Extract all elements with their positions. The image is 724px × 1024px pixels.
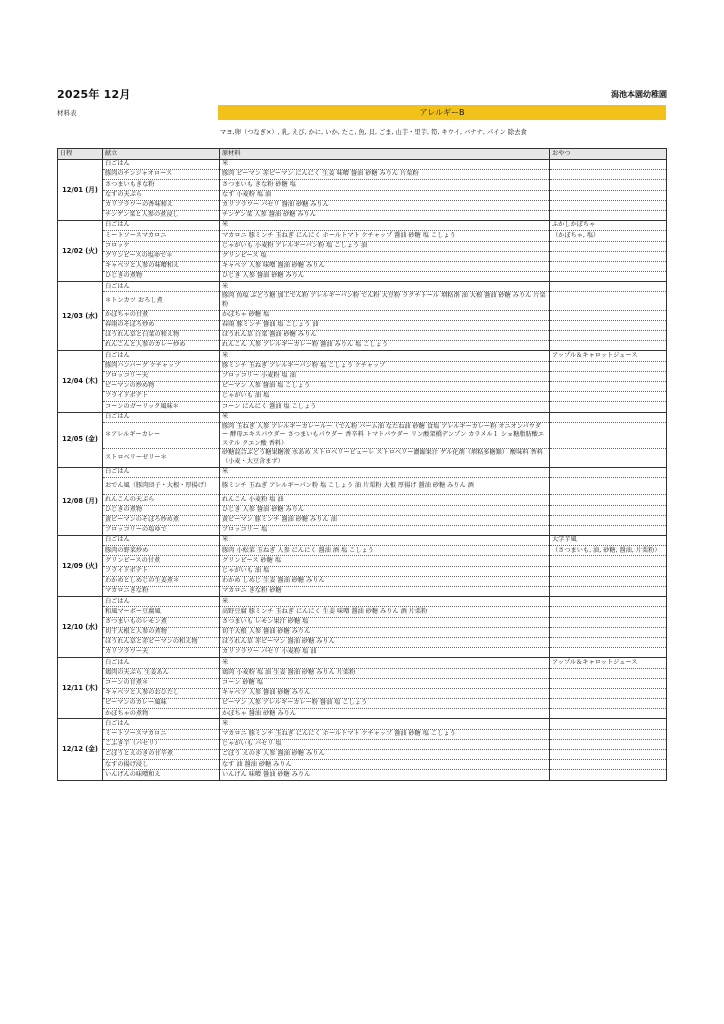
table-row (58, 320, 667, 330)
table-row (58, 251, 667, 261)
allergy-description: マヨ,卵（つなぎ×）, 乳, えび, かに, いか, たこ, 魚, 貝, ごま, 山芋・里芋, 筍, キウイ, バナナ, パイン 除去食 (220, 129, 527, 136)
snack-cell: ふかしかぼちゃ (550, 221, 667, 231)
menu-item: ピーマンのカレー風味 (103, 699, 220, 709)
ingredients: コーン 砂糖 塩 (220, 678, 550, 688)
menu-item: ほうれん草と白菜の和え物 (103, 331, 220, 341)
ingredients: ピーマン 人参 醤油 塩 こしょう (220, 381, 550, 391)
snack-cell: （かぼちゃ, 塩） (550, 231, 667, 241)
table-row (58, 412, 667, 422)
menu-item: ブロッコリー天 (103, 371, 220, 381)
table-row (58, 627, 667, 637)
snack-cell (550, 637, 667, 647)
ingredients: 米 (220, 536, 550, 546)
ingredients: グリンピース 砂糖 塩 (220, 556, 550, 566)
menu-item: 白ごはん (103, 160, 220, 170)
snack-cell (550, 412, 667, 422)
day-date: 12/12 (金) (58, 719, 103, 780)
ingredients: 米 (220, 351, 550, 361)
table-row (58, 449, 667, 467)
snack-cell (550, 515, 667, 525)
ingredients: 豚肉 ピーマン 赤ピーマン にんにく 生姜 味噌 醤油 砂糖 みりん 片栗粉 (220, 170, 550, 180)
page-title: 2025年 12月 (57, 88, 131, 101)
ingredients: 米 (220, 221, 550, 231)
menu-item: なすの揚げ浸し (103, 760, 220, 770)
ingredients: グリンピース 塩 (220, 251, 550, 261)
menu-item: 豚肉の野菜炒め (103, 546, 220, 556)
ingredients: カリフラワー パセリ 小麦粉 塩 油 (220, 648, 550, 658)
menu-item: なすの天ぷら (103, 190, 220, 200)
menu-item: 白ごはん (103, 412, 220, 422)
table-row (58, 402, 667, 412)
menu-item: 豚肉ハンバーグ ケチャップ (103, 361, 220, 371)
table-row (58, 361, 667, 371)
ingredients: 米 (220, 597, 550, 607)
table-row (58, 760, 667, 770)
ingredients: マカロニ 豚ミンチ 玉ねぎ にんにく ホールトマト ケチャップ 醤油 砂糖 塩 こしょう (220, 729, 550, 739)
table-row (58, 607, 667, 617)
table-row (58, 699, 667, 709)
table-row (58, 231, 667, 241)
snack-cell (550, 402, 667, 412)
menu-item: ストロベリーゼリー＊ (103, 449, 220, 467)
ingredients: 砂糖混合ぶどう糖果糖液 水あめ ストロベリーピューレ ストロベリー濃縮果汁 ゲル化剤（増粘多糖類） 酸味料 香料（小麦・大豆含まず） (220, 449, 550, 467)
ingredients: さつまいも レモン果汁 砂糖 塩 (220, 617, 550, 627)
table-row (58, 310, 667, 320)
menu-item: いんげんの味噌和え (103, 770, 220, 780)
snack-cell (550, 525, 667, 535)
menu-item: ブロッコリーの塩ゆで (103, 525, 220, 535)
day-date: 12/01 (月) (58, 160, 103, 221)
ingredients: じゃがいも パセリ 塩 (220, 739, 550, 749)
ingredients: ほうれん草 白菜 醤油 砂糖 みりん (220, 331, 550, 341)
menu-item: 白ごはん (103, 719, 220, 729)
menu-item: れんこんと人参のカレー炒め (103, 341, 220, 351)
snack-cell (550, 576, 667, 586)
table-row (58, 381, 667, 391)
menu-item: 豚肉のチンジャオロース (103, 170, 220, 180)
snack-cell (550, 282, 667, 292)
snack-cell: アップル＆キャロットジュース (550, 658, 667, 668)
snack-cell (550, 739, 667, 749)
menu-item: 黄ピーマンのそぼろ炒め煮 (103, 515, 220, 525)
table-row (58, 536, 667, 546)
ingredients: キャベツ 人参 味噌 醤油 砂糖 みりん (220, 261, 550, 271)
menu-item: カリフラワーの香味和え (103, 200, 220, 210)
table-row (58, 648, 667, 658)
table-row (58, 668, 667, 678)
menu-item: ひじきの煮物 (103, 505, 220, 515)
table-row (58, 210, 667, 220)
ingredients: キャベツ 人参 醤油 砂糖 みりん (220, 688, 550, 698)
table-row (58, 515, 667, 525)
day-date: 12/10 (水) (58, 597, 103, 658)
table-row (58, 341, 667, 351)
snack-cell (550, 699, 667, 709)
ingredients: さつまいも きな粉 砂糖 塩 (220, 180, 550, 190)
table-row (58, 709, 667, 719)
table-row (58, 729, 667, 739)
menu-item: 白ごはん (103, 351, 220, 361)
menu-item: 切干大根と人参の煮物 (103, 627, 220, 637)
snack-cell (550, 627, 667, 637)
snack-cell (550, 617, 667, 627)
table-row (58, 556, 667, 566)
menu-item: 白ごはん (103, 282, 220, 292)
menu-item: こふき芋（パセリ） (103, 739, 220, 749)
menu-item: わかめとしめじの生姜煮＊ (103, 576, 220, 586)
menu-item: マカロニきな粉 (103, 587, 220, 597)
snack-cell (550, 361, 667, 371)
snack-cell (550, 251, 667, 261)
snack-cell (550, 261, 667, 271)
school-name: 潟池本園幼稚園 (611, 90, 667, 99)
ingredients: 鶏肉 小麦粉 塩 油 生姜 醤油 砂糖 みりん 片栗粉 (220, 668, 550, 678)
table-row (58, 200, 667, 210)
menu-item: おでん風（豚肉団子・大根・厚揚げ） (103, 477, 220, 495)
ingredients: 米 (220, 412, 550, 422)
ingredients: ひじき 人参 醤油 砂糖 みりん (220, 505, 550, 515)
snack-cell (550, 688, 667, 698)
table-row (58, 160, 667, 170)
header-menu: 献立 (103, 149, 220, 160)
ingredients: いんげん 味噌 醤油 砂糖 みりん (220, 770, 550, 780)
ingredients: マカロニ 豚ミンチ 玉ねぎ にんにく ホールトマト ケチャップ 醤油 砂糖 塩 こしょう (220, 231, 550, 241)
ingredients: 黄ピーマン 豚ミンチ 醤油 砂糖 みりん 油 (220, 515, 550, 525)
menu-item: ミートソースマカロニ (103, 231, 220, 241)
table-row (58, 587, 667, 597)
table-row (58, 467, 667, 477)
table-header-row (58, 149, 667, 160)
snack-cell (550, 668, 667, 678)
menu-item: 鶏肉の天ぷら 生姜あん (103, 668, 220, 678)
menu-item: かぼちゃの煮物 (103, 709, 220, 719)
table-row (58, 525, 667, 535)
day-date: 12/09 (火) (58, 536, 103, 597)
menu-item: 和風マーボー豆腐風 (103, 607, 220, 617)
snack-cell (550, 597, 667, 607)
day-date: 12/04 (木) (58, 351, 103, 412)
snack-cell (550, 477, 667, 495)
table-row (58, 617, 667, 627)
table-row (58, 750, 667, 760)
snack-cell (550, 381, 667, 391)
menu-item: さつまいものレモン煮 (103, 617, 220, 627)
menu-item: ミートソースマカロニ (103, 729, 220, 739)
ingredients: チンゲン菜 人参 醤油 砂糖 みりん (220, 210, 550, 220)
menu-item: フライドポテト (103, 566, 220, 576)
snack-cell (550, 495, 667, 505)
sheet-label: 材料表 (57, 109, 77, 117)
ingredients: れんこん 人参 アレルギーカレー粉 醤油 みりん 塩 こしょう (220, 341, 550, 351)
header-snack: おやつ (550, 149, 667, 160)
allergy-banner: アレルギーB (218, 105, 666, 120)
ingredients: れんこん 小麦粉 塩 油 (220, 495, 550, 505)
table-row (58, 597, 667, 607)
table-row (58, 719, 667, 729)
menu-item: コロッケ (103, 241, 220, 251)
table-row (58, 392, 667, 402)
snack-cell (550, 587, 667, 597)
table-row (58, 282, 667, 292)
ingredients: 春雨 豚ミンチ 醤油 塩 こしょう 油 (220, 320, 550, 330)
table-row (58, 637, 667, 647)
snack-cell (550, 180, 667, 190)
table-row (58, 576, 667, 586)
menu-item: ピーマンの炒め物 (103, 381, 220, 391)
menu-item: ＊トンカツ おろし煮 (103, 292, 220, 310)
snack-cell (550, 371, 667, 381)
snack-cell (550, 505, 667, 515)
snack-cell (550, 392, 667, 402)
header-ingredients: 原材料 (220, 149, 550, 160)
ingredients: ごぼう えのき 人参 醤油 砂糖 みりん (220, 750, 550, 760)
ingredients: わかめ しめじ 生姜 醤油 砂糖 みりん (220, 576, 550, 586)
ingredients: ひじき 人参 醤油 砂糖 みりん (220, 272, 550, 282)
snack-cell (550, 607, 667, 617)
snack-cell (550, 341, 667, 351)
menu-item: グリンピースの甘煮 (103, 556, 220, 566)
ingredients: ブロッコリー 小麦粉 塩 油 (220, 371, 550, 381)
snack-cell (550, 760, 667, 770)
ingredients: 米 (220, 160, 550, 170)
table-row (58, 292, 667, 310)
snack-cell: （さつまいも, 油, 砂糖, 醤油, 片栗粉） (550, 546, 667, 556)
ingredients: 豚肉 玉ねぎ 人参 アレルギーカレールー（でん粉 パーム油 なたね油 砂糖 食塩 アレルギーカレー粉 オニオンパウダー 酵母エキスパウダー さつまいもパウダー 香辛料 トマトパウダー リン酸架橋デンプン カラメル１ ショ糖脂肪酸エステル クエン酸 香料） (220, 422, 550, 449)
ingredients: じゃがいも 油 塩 (220, 392, 550, 402)
menu-item: 白ごはん (103, 467, 220, 477)
snack-cell (550, 310, 667, 320)
table-row (58, 331, 667, 341)
table-row (58, 170, 667, 180)
menu-item: フライドポテト (103, 392, 220, 402)
menu-item: ひじきの煮物 (103, 272, 220, 282)
table-row (58, 261, 667, 271)
snack-cell (550, 320, 667, 330)
day-date: 12/02 (火) (58, 221, 103, 282)
snack-cell (550, 160, 667, 170)
ingredients: ほうれん草 赤ピーマン 醤油 砂糖 みりん (220, 637, 550, 647)
menu-item: 白ごはん (103, 536, 220, 546)
table-row (58, 658, 667, 668)
menu-item: チンゲン菜と人参の煮浸し (103, 210, 220, 220)
snack-cell (550, 449, 667, 467)
ingredients: なす 小麦粉 塩 油 (220, 190, 550, 200)
ingredients: じゃがいも 油 塩 (220, 566, 550, 576)
table-row (58, 180, 667, 190)
table-row (58, 221, 667, 231)
menu-item: れんこんの天ぷら (103, 495, 220, 505)
snack-cell (550, 292, 667, 310)
table-row (58, 371, 667, 381)
ingredients: じゃがいも 小麦粉 アレルギーパン粉 塩 こしょう 油 (220, 241, 550, 251)
snack-cell (550, 190, 667, 200)
ingredients: かぼちゃ 醤油 砂糖 みりん (220, 709, 550, 719)
menu-item: ほうれん草と赤ピーマンの和え物 (103, 637, 220, 647)
menu-item: キャベツと人参のおひたし (103, 688, 220, 698)
menu-item: 白ごはん (103, 658, 220, 668)
day-date: 12/05 (金) (58, 412, 103, 467)
snack-cell (550, 719, 667, 729)
ingredients: 豚ミンチ 玉ねぎ アレルギーパン粉 塩 こしょう 油 片栗粉 大根 厚揚げ 醤油 砂糖 みりん 酒 (220, 477, 550, 495)
table-row (58, 566, 667, 576)
menu-item: グリンピースの塩ゆで＊ (103, 251, 220, 261)
ingredients: かぼちゃ 砂糖 塩 (220, 310, 550, 320)
snack-cell (550, 566, 667, 576)
menu-item: ＊アレルギーカレー (103, 422, 220, 449)
ingredients: コーン にんにく 醤油 塩 こしょう (220, 402, 550, 412)
ingredients: マカロニ きな粉 砂糖 (220, 587, 550, 597)
ingredients: 豚肉 魚塩 ぶどう糖 加工でん粉 アレルギーパン粉 でん粉 大豆粉 ラクチトール 増粘剤 油 大根 醤油 砂糖 みりん 片栗粉 (220, 292, 550, 310)
menu-item: 白ごはん (103, 597, 220, 607)
ingredients: 米 (220, 282, 550, 292)
day-date: 12/03 (水) (58, 282, 103, 351)
day-date: 12/08 (月) (58, 467, 103, 535)
table-row (58, 272, 667, 282)
ingredients: 豚肉 小松菜 玉ねぎ 人参 にんにく 醤油 酒 塩 こしょう (220, 546, 550, 556)
table-row (58, 477, 667, 495)
snack-cell (550, 648, 667, 658)
table-row (58, 546, 667, 556)
table-row (58, 739, 667, 749)
snack-cell (550, 170, 667, 180)
ingredients: 米 (220, 658, 550, 668)
menu-item: ごぼうとえのきの甘辛煮 (103, 750, 220, 760)
snack-cell (550, 200, 667, 210)
table-row (58, 422, 667, 449)
snack-cell (550, 241, 667, 251)
table-row (58, 770, 667, 780)
menu-table (57, 148, 667, 781)
snack-cell (550, 770, 667, 780)
day-date: 12/11 (木) (58, 658, 103, 719)
snack-cell (550, 210, 667, 220)
menu-item: カリフラワー天 (103, 648, 220, 658)
menu-item: コーンのガーリック風味＊ (103, 402, 220, 412)
menu-item: さつまいもきな粉 (103, 180, 220, 190)
menu-item: 春雨のそぼろ炒め (103, 320, 220, 330)
snack-cell (550, 422, 667, 449)
snack-cell (550, 750, 667, 760)
snack-cell (550, 709, 667, 719)
header-date: 日程 (58, 149, 103, 160)
ingredients: 高野豆腐 豚ミンチ 玉ねぎ にんにく 生姜 味噌 醤油 砂糖 みりん 酒 片栗粉 (220, 607, 550, 617)
table-row (58, 688, 667, 698)
ingredients: ブロッコリー 塩 (220, 525, 550, 535)
menu-item: キャベツと人参の味噌和え (103, 261, 220, 271)
table-row (58, 678, 667, 688)
ingredients: 切干大根 人参 醤油 砂糖 みりん (220, 627, 550, 637)
table-row (58, 351, 667, 361)
snack-cell (550, 678, 667, 688)
table-row (58, 241, 667, 251)
snack-cell (550, 729, 667, 739)
ingredients: なす 油 醤油 砂糖 みりん (220, 760, 550, 770)
ingredients: ピーマン 人参 アレルギーカレー粉 醤油 塩 こしょう (220, 699, 550, 709)
snack-cell (550, 272, 667, 282)
snack-cell: アップル＆キャロットジュース (550, 351, 667, 361)
snack-cell (550, 467, 667, 477)
ingredients: 豚ミンチ 玉ねぎ アレルギーパン粉 塩 こしょう ケチャップ (220, 361, 550, 371)
table-row (58, 495, 667, 505)
snack-cell (550, 331, 667, 341)
menu-body (58, 160, 667, 781)
ingredients: 米 (220, 467, 550, 477)
snack-cell (550, 556, 667, 566)
table-row (58, 505, 667, 515)
menu-item: かぼちゃの甘煮 (103, 310, 220, 320)
snack-cell: 大学芋風 (550, 536, 667, 546)
ingredients: 米 (220, 719, 550, 729)
menu-item: コーンの甘煮＊ (103, 678, 220, 688)
menu-item: 白ごはん (103, 221, 220, 231)
table-row (58, 190, 667, 200)
ingredients: カリフラワー パセリ 醤油 砂糖 みりん (220, 200, 550, 210)
